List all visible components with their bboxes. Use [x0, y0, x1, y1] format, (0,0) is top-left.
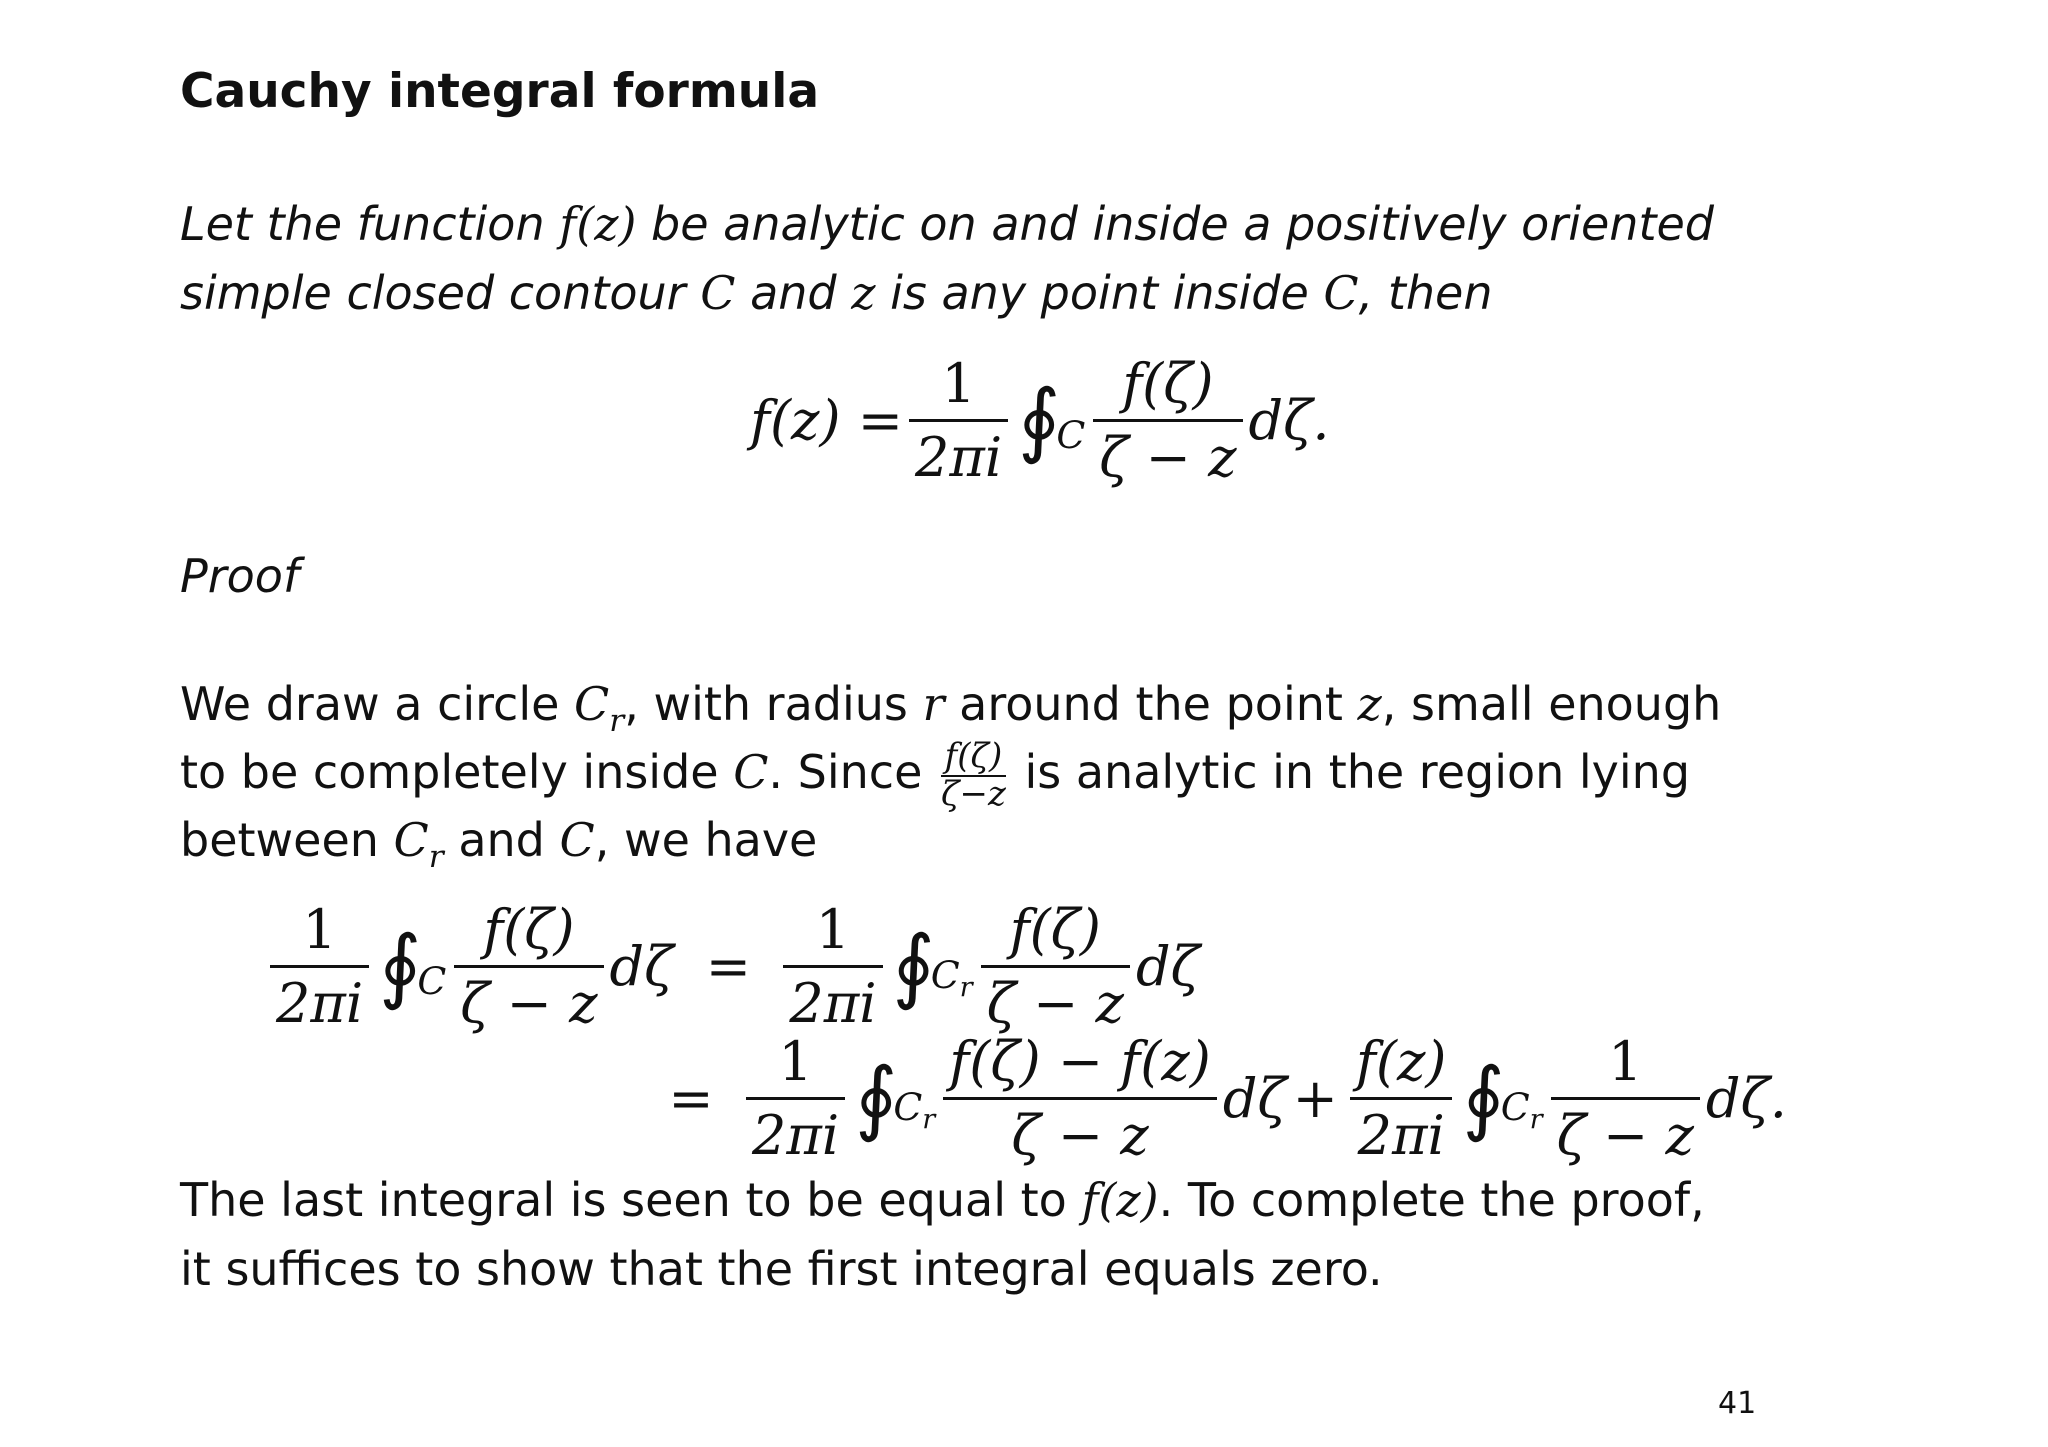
slide-title: Cauchy integral formula [180, 64, 820, 119]
formula-lhs: f(z) = [750, 389, 903, 452]
formula-integrand: $\frac{f(\zeta)}{\zeta - z}$ [1093, 352, 1242, 489]
cauchy-formula: f(z) = $\frac{1}{2\pi i}$ ∮ C $\frac{f(\zeta)}{\zeta - z}$ dζ. [750, 352, 1330, 489]
theorem-line-2: simple closed contour C and z is any point inside C, then [180, 266, 1493, 320]
theorem-line-1: Let the function f(z) be analytic on and inside a positively oriented [180, 197, 1714, 251]
contour-integral-symbol: ∮ C [1018, 373, 1086, 467]
conclusion-line-2: it suffices to show that the first integral equals zero. [180, 1242, 1383, 1296]
proof-label: Proof [180, 549, 300, 603]
equation-line-1: $\frac{1}{2\pi i}$ ∮ C $\frac{f(\zeta)}{\zeta - z}$ dζ = $\frac{1}{2\pi i}$ ∮ $C_r$ $\frac{f(\zeta)}{\zeta - z}$ dζ [264, 898, 1200, 1035]
page-number: 41 [1718, 1386, 1757, 1421]
formula-coefficient: $\frac{1}{2\pi i}$ [909, 352, 1008, 489]
proof-line-2: to be completely inside C. Since $\frac{f(\zeta)}{\zeta-z}$ is analytic in the region lying [180, 735, 1691, 814]
inline-fraction: $\frac{f(\zeta)}{\zeta-z}$ [941, 735, 1006, 814]
proof-line-3: between $C_r$ and C, we have [180, 813, 818, 875]
equation-line-2: = $\frac{1}{2\pi i}$ ∮ $C_r$ $\frac{f(\zeta) - f(z)}{\zeta - z}$ dζ + $\frac{f(z)}{2\pi i}$ ∮ $C_r$ $\frac{1}{\zeta - z}$ dζ. [668, 1030, 1787, 1167]
conclusion-line-1: The last integral is seen to be equal to f(z). To complete the proof, [180, 1173, 1705, 1227]
proof-line-1: We draw a circle $C_r$, with radius r around the point z, small enough [180, 677, 1722, 739]
